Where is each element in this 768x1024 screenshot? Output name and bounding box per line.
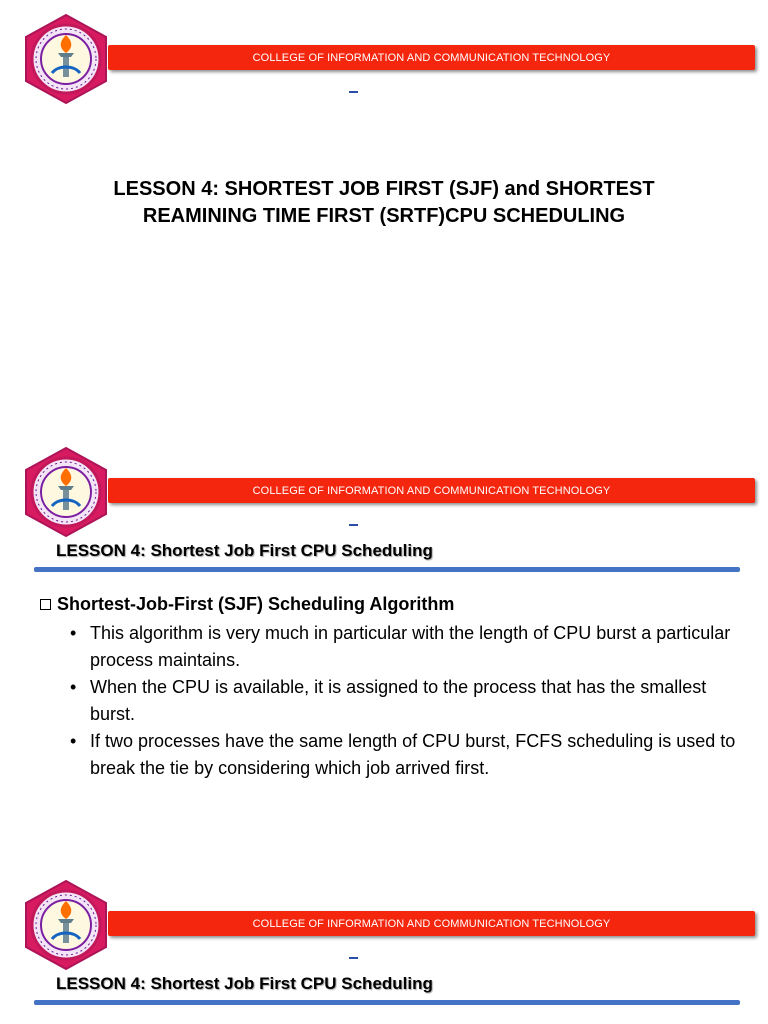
college-name: COLLEGE OF INFORMATION AND COMMUNICATION TECHNOLOGY [252, 917, 611, 930]
bullet-list [70, 620, 740, 782]
university-seal-icon [22, 446, 110, 538]
college-name: COLLEGE OF INFORMATION AND COMMUNICATION TECHNOLOGY [252, 484, 611, 497]
bullet-text: When the CPU is available, it is assigned to the process that has the smallest burst. [90, 677, 707, 724]
college-banner [108, 911, 755, 936]
header-dash [349, 957, 358, 959]
section-heading-text: Shortest-Job-First (SJF) Scheduling Algorithm [57, 594, 455, 614]
heading-rule [34, 567, 740, 572]
lesson-heading: LESSON 4: Shortest Job First CPU Scheduling [56, 974, 433, 993]
section-heading [40, 594, 454, 615]
slide-2 [0, 433, 768, 866]
bullet-text: If two processes have the same length of CPU burst, FCFS scheduling is used to break the tie by considering which job arrived first. [90, 731, 736, 778]
list-item [70, 728, 740, 782]
college-banner [108, 478, 755, 503]
lesson-title [60, 176, 708, 230]
university-seal-icon [22, 879, 110, 971]
checkbox-square-icon [40, 599, 51, 610]
bullet-text: This algorithm is very much in particular with the length of CPU burst a particular process maintains. [90, 623, 731, 670]
bullet-dot: • [70, 677, 77, 697]
college-banner [108, 45, 755, 70]
bullet-dot: • [70, 731, 77, 751]
list-item [70, 620, 740, 674]
lesson-heading: LESSON 4: Shortest Job First CPU Scheduling [56, 541, 433, 560]
lesson-title-line-2: REAMINING TIME FIRST (SRTF)CPU SCHEDULING [142, 205, 626, 227]
header-dash [349, 524, 358, 526]
heading-rule [34, 1000, 740, 1005]
list-item [70, 674, 740, 728]
slide-1 [0, 0, 768, 433]
university-seal-icon [22, 13, 110, 105]
college-name: COLLEGE OF INFORMATION AND COMMUNICATION TECHNOLOGY [252, 51, 611, 64]
slide-3 [0, 866, 768, 1024]
bullet-dot: • [70, 623, 77, 643]
header-dash [349, 91, 358, 93]
lesson-title-line-1: LESSON 4: SHORTEST JOB FIRST (SJF) and SHORTEST [113, 178, 655, 200]
